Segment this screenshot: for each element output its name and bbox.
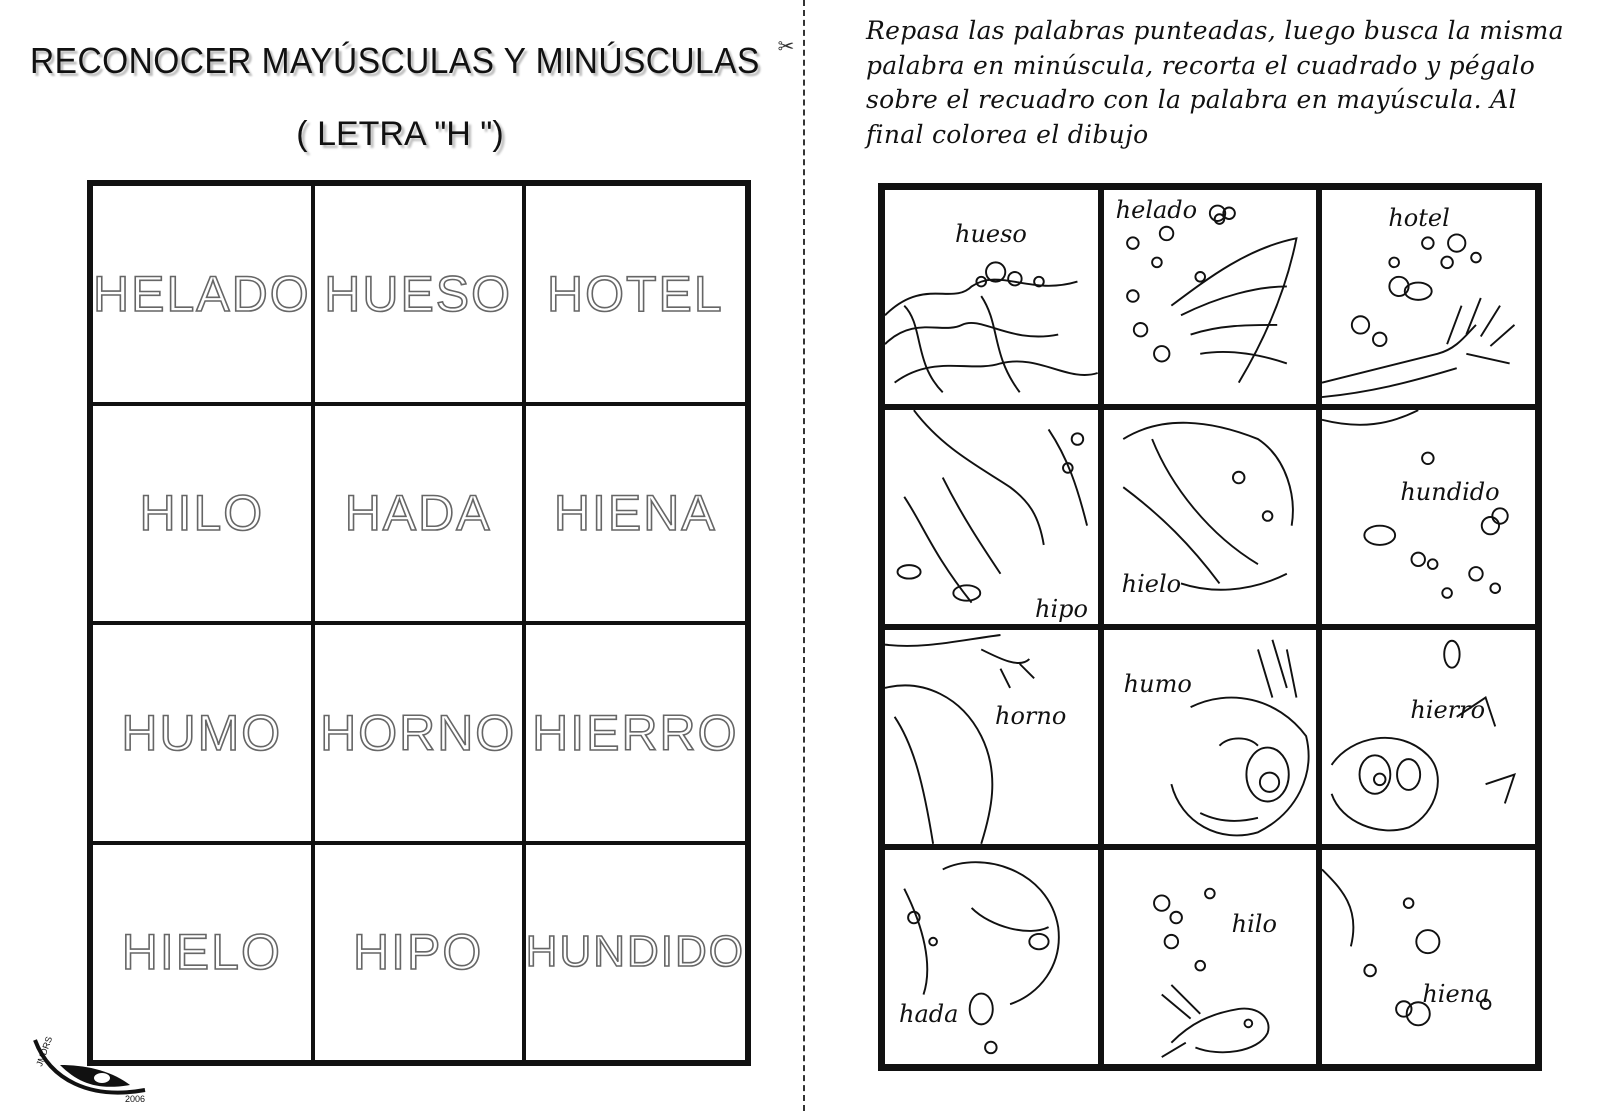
grid-cell (313, 404, 524, 624)
picture-tile[interactable] (1319, 627, 1538, 847)
scissors-icon: ✂ (777, 34, 795, 58)
bubbles-drawing (1322, 410, 1535, 624)
flounder-face-drawing (1104, 630, 1317, 844)
lowercase-word: hierro (1410, 696, 1486, 724)
picture-tile[interactable] (1319, 847, 1538, 1067)
traceable-word: HIELO (121, 924, 282, 981)
bubbles-drawing (1322, 850, 1535, 1064)
picture-tile[interactable] (1319, 407, 1538, 627)
picture-tile[interactable] (1101, 407, 1320, 627)
picture-tile[interactable] (1101, 187, 1320, 407)
traceable-word: HIERRO (532, 704, 739, 761)
page-subtitle: ( LETRA "H ") (296, 115, 504, 153)
grid-cell (91, 184, 313, 404)
traceable-word: HIENA (553, 485, 717, 542)
traceable-word: HUNDIDO (525, 927, 745, 977)
grid-cell (524, 404, 747, 624)
grid-cell (91, 404, 313, 624)
svg-text:2006: 2006 (125, 1094, 146, 1104)
lowercase-picture-grid (878, 183, 1542, 1071)
lowercase-word: hilo (1231, 910, 1277, 938)
traceable-word: HELADO (93, 265, 311, 322)
mermaid-arm-drawing (885, 630, 1098, 844)
lowercase-word: hundido (1400, 478, 1500, 506)
picture-tile[interactable] (882, 407, 1101, 627)
uppercase-word-grid (87, 180, 751, 1066)
traceable-word: HADA (344, 485, 492, 542)
mermaid-face-drawing (885, 850, 1098, 1064)
small-fish-drawing (1104, 850, 1317, 1064)
traceable-word: HUESO (324, 265, 513, 322)
lowercase-word: hipo (1035, 595, 1088, 623)
picture-tile[interactable] (1319, 187, 1538, 407)
author-signature-logo (30, 1030, 160, 1105)
grid-cell (313, 843, 524, 1063)
grid-cell (91, 623, 313, 843)
traceable-word: HORNO (320, 704, 517, 761)
picture-tile[interactable] (882, 187, 1101, 407)
lowercase-word: hielo (1121, 570, 1182, 598)
cut-line (803, 0, 805, 1111)
traceable-word: HILO (139, 485, 265, 542)
picture-tile[interactable] (882, 627, 1101, 847)
grid-cell (313, 623, 524, 843)
lowercase-word: humo (1123, 670, 1192, 698)
traceable-word: HUMO (121, 704, 283, 761)
traceable-word: HOTEL (546, 265, 724, 322)
grid-cell (524, 623, 747, 843)
grid-cell (524, 184, 747, 404)
lowercase-word: hiena (1422, 980, 1490, 1008)
picture-tile[interactable] (882, 847, 1101, 1067)
lowercase-word: hueso (955, 220, 1027, 248)
svg-text:JMDRS: JMDRS (34, 1035, 55, 1068)
lowercase-word: hada (899, 1000, 959, 1028)
traceable-word: HIPO (353, 924, 484, 981)
instructions-text: Repasa las palabras punteadas, luego busca la misma palabra en minúscula, recorta el cuadrado y pégalo sobre el recuadro con la palabra en mayúscula. Al final colorea el dibujo (866, 16, 1564, 149)
lowercase-word: helado (1115, 196, 1198, 224)
picture-tile[interactable] (1101, 627, 1320, 847)
lowercase-word: hotel (1388, 204, 1450, 232)
grid-cell (313, 184, 524, 404)
page-title: RECONOCER MAYÚSCULAS Y MINÚSCULAS (30, 40, 760, 81)
grid-cell (524, 843, 747, 1063)
lowercase-word: horno (995, 702, 1067, 730)
sebastian-crab-drawing (1322, 630, 1535, 844)
mermaid-body-drawing (885, 410, 1098, 624)
picture-tile[interactable] (1101, 847, 1320, 1067)
